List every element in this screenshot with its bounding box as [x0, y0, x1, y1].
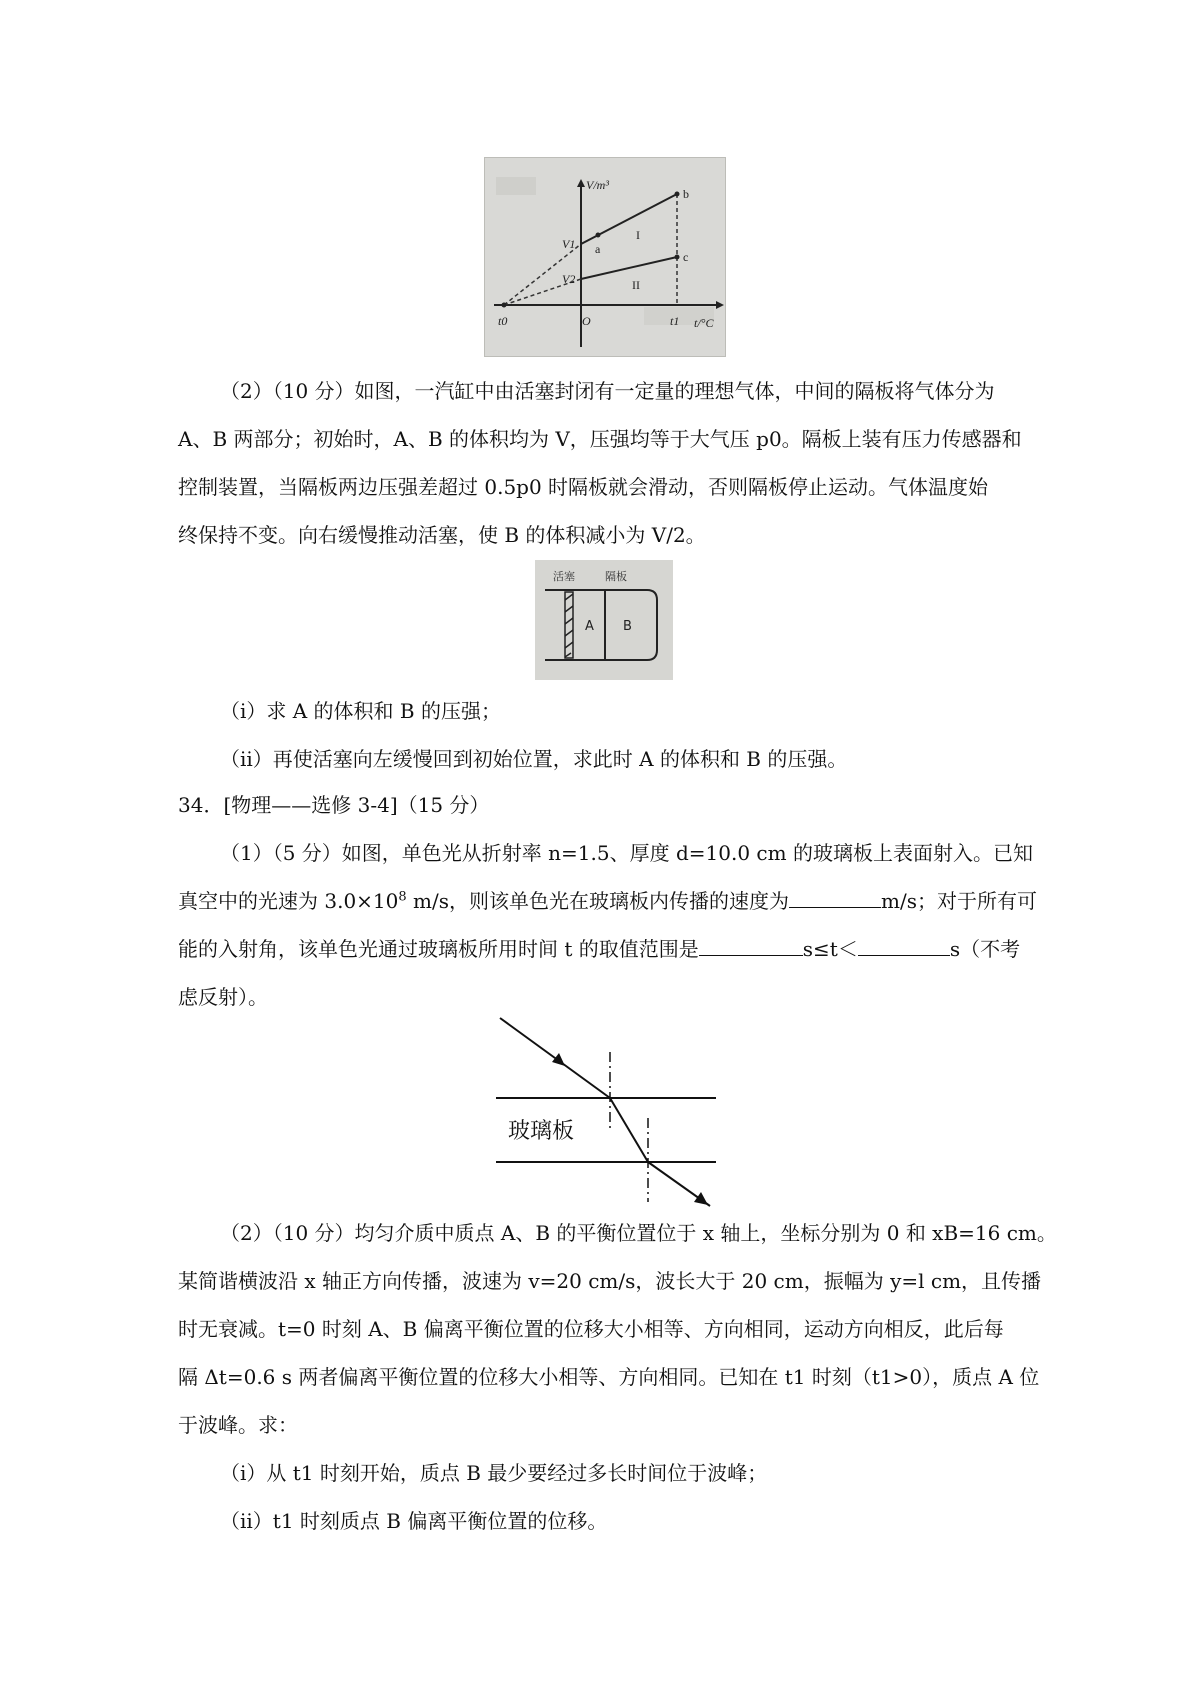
axis-t-label: t/°C — [694, 316, 714, 330]
t1-label: t1 — [670, 314, 680, 328]
q33-2-line4: 终保持不变。向右缓慢推动活塞，使 B 的体积减小为 V/2。 — [178, 523, 706, 547]
q34-2-line1: （2）（10 分）均匀介质中质点 A、B 的平衡位置位于 x 轴上，坐标分别为 0 和 xB=16 cm。 — [220, 1221, 1057, 1245]
point-b-dot — [675, 192, 680, 197]
q34-2-line2: 某简谐横波沿 x 轴正方向传播，波速为 v=20 cm/s，波长大于 20 cm，振幅为 y=l cm，且传播 — [178, 1269, 1042, 1293]
origin-label: O — [582, 314, 591, 328]
q34-1-line3: 能的入射角，该单色光通过玻璃板所用时间 t 的取值范围是 s≤t＜ s（不考 — [178, 937, 1021, 961]
q34-2-line5: 于波峰。求： — [178, 1413, 298, 1437]
q33-2-line1: （2）（10 分）如图，一汽缸中由活塞封闭有一定量的理想气体，中间的隔板将气体分为 — [220, 379, 995, 403]
q34-2-line3: 时无衰减。t=0 时刻 A、B 偏离平衡位置的位移大小相等、方向相同，运动方向相反，此后每 — [178, 1317, 1004, 1341]
q33-2-sub-i: （i）求 A 的体积和 B 的压强； — [220, 699, 501, 723]
point-c-label: c — [683, 250, 689, 264]
t0-label: t0 — [498, 314, 508, 328]
region-ii-label: II — [632, 278, 640, 292]
glass-plate-label: 玻璃板 — [508, 1119, 575, 1144]
vt-graph-figure — [484, 157, 726, 357]
q33-2-line2: A、B 两部分；初始时，A、B 的体积均为 V，压强均等于大气压 p0。隔板上装有压力传感器和 — [178, 427, 1022, 451]
answer-blank-tmin[interactable] — [699, 937, 803, 956]
chamber-a-label: A — [585, 619, 594, 634]
q34-2-line4: 隔 Δt=0.6 s 两者偏离平衡位置的位移大小相等、方向相同。已知在 t1 时刻（t1>0），质点 A 位 — [178, 1365, 1040, 1389]
chamber-b-label: B — [623, 619, 632, 634]
axis-v-label: V/m³ — [586, 178, 609, 192]
partition-label: 隔板 — [605, 570, 627, 583]
q33-2-sub-ii: （ii）再使活塞向左缓慢回到初始位置，求此时 A 的体积和 B 的压强。 — [220, 747, 848, 771]
point-a-label: a — [595, 242, 601, 256]
v1-label: V1 — [562, 237, 576, 251]
piston-label: 活塞 — [553, 570, 575, 583]
q34-2-sub-ii: （ii）t1 时刻质点 B 偏离平衡位置的位移。 — [220, 1509, 608, 1533]
q34-1-line1: （1）（5 分）如图，单色光从折射率 n=1.5、厚度 d=10.0 cm 的玻璃板上表面射入。已知 — [220, 841, 1033, 865]
q34-1-line4: 虑反射）。 — [178, 985, 268, 1009]
cylinder-figure — [535, 560, 673, 680]
answer-blank-speed[interactable] — [789, 889, 881, 908]
q34-1-line2: 真空中的光速为 $3.0\times 10^8$ m/s，则该单色光在玻璃板内传播的速度为 m/s；对于所有可 — [178, 889, 1037, 913]
glass-plate-figure — [494, 1012, 720, 1208]
point-a-dot — [596, 233, 601, 238]
point-c-dot — [675, 255, 680, 260]
v2-label: V2 — [562, 272, 576, 286]
answer-blank-tmax[interactable] — [858, 937, 950, 956]
q34-2-sub-i: （i）从 t1 时刻开始，质点 B 最少要经过多长时间位于波峰； — [220, 1461, 768, 1485]
point-b-label: b — [683, 187, 689, 201]
q34-heading: 34．[物理——选修 3-4]（15 分） — [178, 793, 490, 817]
q33-2-line3: 控制装置，当隔板两边压强差超过 0.5p0 时隔板就会滑动，否则隔板停止运动。气体温度始 — [178, 475, 989, 499]
region-i-label: I — [636, 228, 640, 242]
